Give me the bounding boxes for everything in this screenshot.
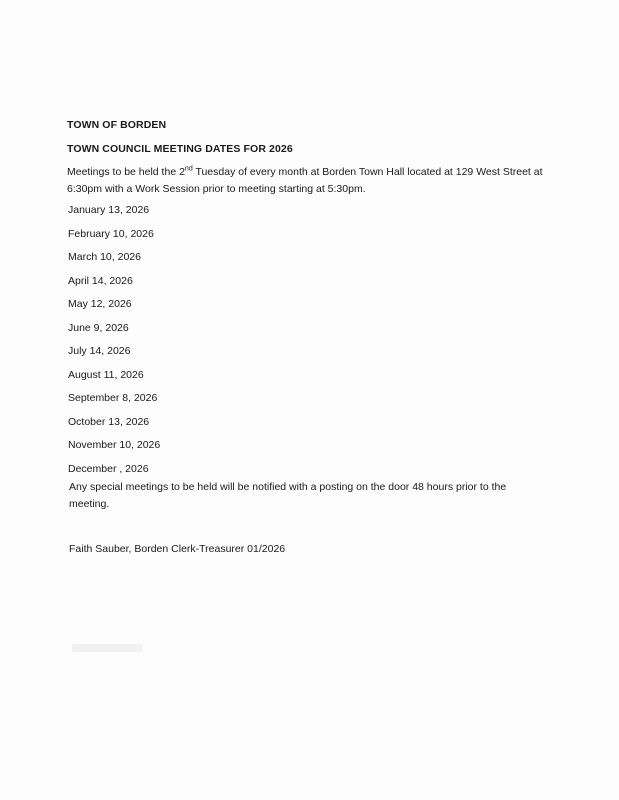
meeting-date-item: December , 2026 xyxy=(68,462,149,475)
meeting-intro-paragraph xyxy=(67,164,557,198)
meeting-date-item: November 10, 2026 xyxy=(68,439,161,451)
meeting-date-item: March 10, 2026 xyxy=(68,251,141,263)
meeting-date-item: February 10, 2026 xyxy=(68,227,154,240)
intro-ordinal-suffix: nd xyxy=(184,165,193,173)
meeting-date-item: August 11, 2026 xyxy=(68,368,144,381)
intro-text-end: Tuesday of every month at Borden Town Hall located at 129 West Street at 6:30pm with a Work Session prior to meeting starting at 5:30pm. xyxy=(67,166,543,195)
meeting-date-item: May 12, 2026 xyxy=(68,298,132,310)
meeting-date-item: January 13, 2026 xyxy=(68,204,150,216)
intro-text-start: Meetings to be held the 2 xyxy=(67,166,185,178)
meeting-date-item: October 13, 2026 xyxy=(68,415,150,428)
document-subtitle: TOWN COUNCIL MEETING DATES FOR 2026 xyxy=(67,143,293,155)
meeting-date-item: July 14, 2026 xyxy=(68,345,131,357)
clerk-signature-line: Faith Sauber, Borden Clerk-Treasurer 01/2026 xyxy=(69,543,286,555)
meeting-date-item: April 14, 2026 xyxy=(68,274,133,287)
meeting-date-item: September 8, 2026 xyxy=(68,392,158,404)
meeting-dates-list xyxy=(68,202,160,484)
faint-scan-mark xyxy=(72,644,142,652)
special-meetings-notice: Any special meetings to be held will be notified with a posting on the door 48 hours prior to the meeting. xyxy=(69,481,507,510)
document-title: TOWN OF BORDEN xyxy=(67,119,167,131)
meeting-date-item: June 9, 2026 xyxy=(68,321,129,334)
